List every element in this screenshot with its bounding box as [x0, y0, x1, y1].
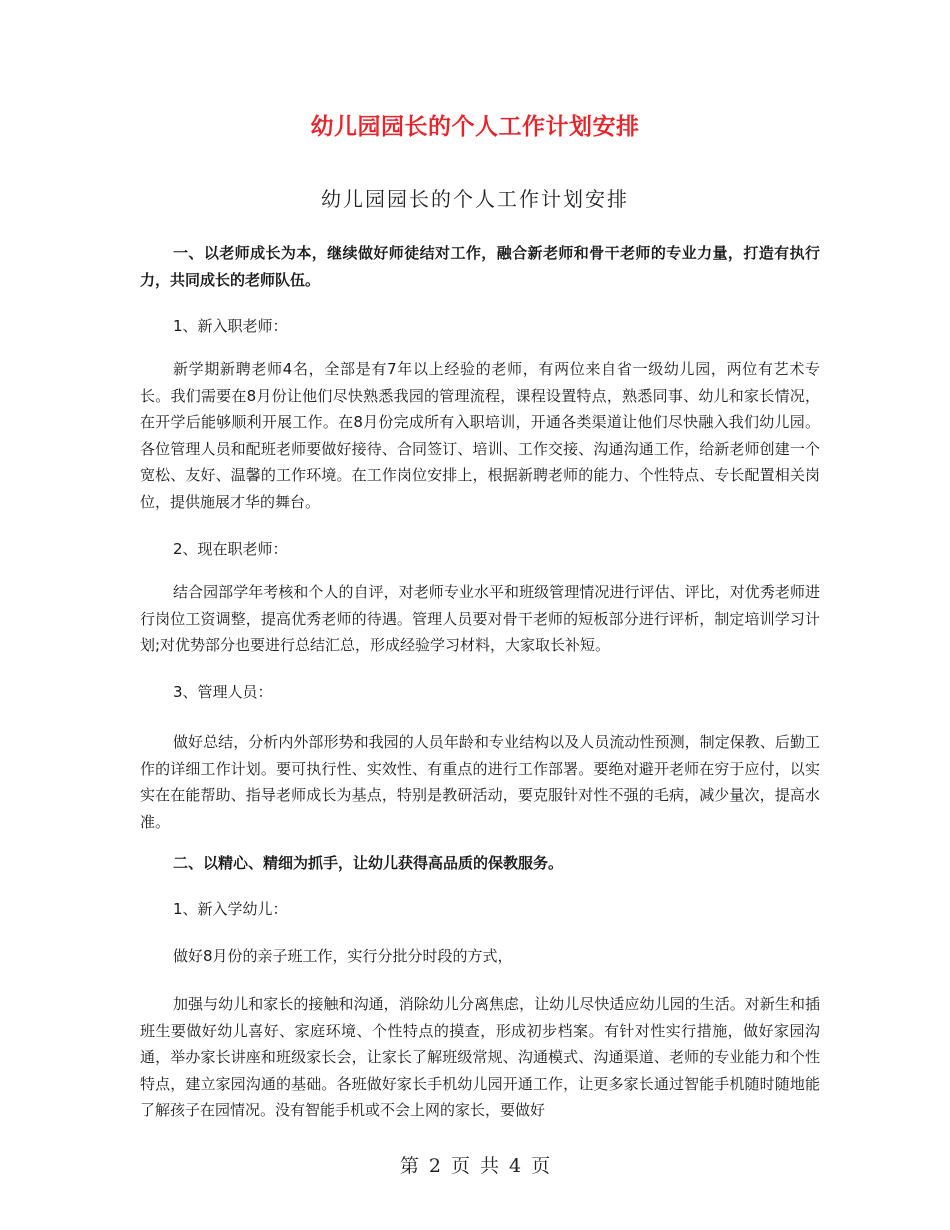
item-2-1-label: 1、新入学幼儿：	[173, 900, 288, 918]
paragraph-2-1a: 做好8月份的亲子班工作，实行分批分时段的方式，	[173, 947, 513, 965]
paragraph-1-2: 结合园部学年考核和个人的自评，对老师专业水平和班级管理情况进行评估、评比，对优秀老师进行岗位工资调整，提高优秀老师的待遇。管理人员要对骨干老师的短板部分进行评析，制定培训学习计划;对优势部分也要进行总结汇总，形成经验学习材料，大家取长补短。	[140, 583, 820, 654]
document-title: 幼儿园园长的个人工作计划安排	[310, 114, 640, 140]
paragraph-1-1: 新学期新聘老师4名，全部是有7年以上经验的老师，有两位来自省一级幼儿园，两位有艺术专长。我们需要在8月份让他们尽快熟悉我园的管理流程，课程设置特点，熟悉同事、幼儿和家长情况，在开学后能够顺利开展工作。在8月份完成所有入职培训，开通各类渠道让他们尽快融入我们幼儿园。各位管理人员和配班老师要做好接待、合同签订、培训、工作交接、沟通沟通工作，给新老师创建一个宽松、友好、温馨的工作环境。在工作岗位安排上，根据新聘老师的能力、个性特点、专长配置相关岗位，提供施展才华的舞台。	[140, 360, 820, 511]
paragraph-2-1b: 加强与幼儿和家长的接触和沟通，消除幼儿分离焦虑，让幼儿尽快适应幼儿园的生活。对新生和插班生要做好幼儿喜好、家庭环境、个性特点的摸查，形成初步档案。有针对性实行措施，做好家园沟通，举办家长讲座和班级家长会，让家长了解班级常规、沟通模式、沟通渠道、老师的专业能力和个性特点，建立家园沟通的基础。各班做好家长手机幼儿园开通工作，让更多家长通过智能手机随时随地能了解孩子在园情况。没有智能手机或不会上网的家长，要做好	[140, 995, 820, 1119]
section-2-heading: 二、以精心、精细为抓手，让幼儿获得高品质的保教服务。	[173, 854, 564, 872]
page-footer: 第 2 页 共 4 页	[399, 1155, 551, 1177]
paragraph-1-3: 做好总结，分析内外部形势和我园的人员年龄和专业结构以及人员流动性预测，制定保教、后勤工作的详细工作计划。要可执行性、实效性、有重点的进行工作部署。要绝对避开老师在穷于应付，以实实在在能帮助、指导老师成长为基点，特别是教研活动，要克服针对性不强的毛病，减少量次，提高水准。	[140, 733, 820, 831]
document-subtitle: 幼儿园园长的个人工作计划安排	[321, 187, 629, 211]
item-1-3-label: 3、管理人员：	[173, 683, 273, 701]
item-1-2-label: 2、现在职老师：	[173, 540, 288, 558]
item-1-1-label: 1、新入职老师：	[173, 317, 288, 335]
section-1-heading: 一、以老师成长为本，继续做好师徒结对工作，融合新老师和骨干老师的专业力量，打造有执行力，共同成长的老师队伍。	[140, 244, 820, 289]
